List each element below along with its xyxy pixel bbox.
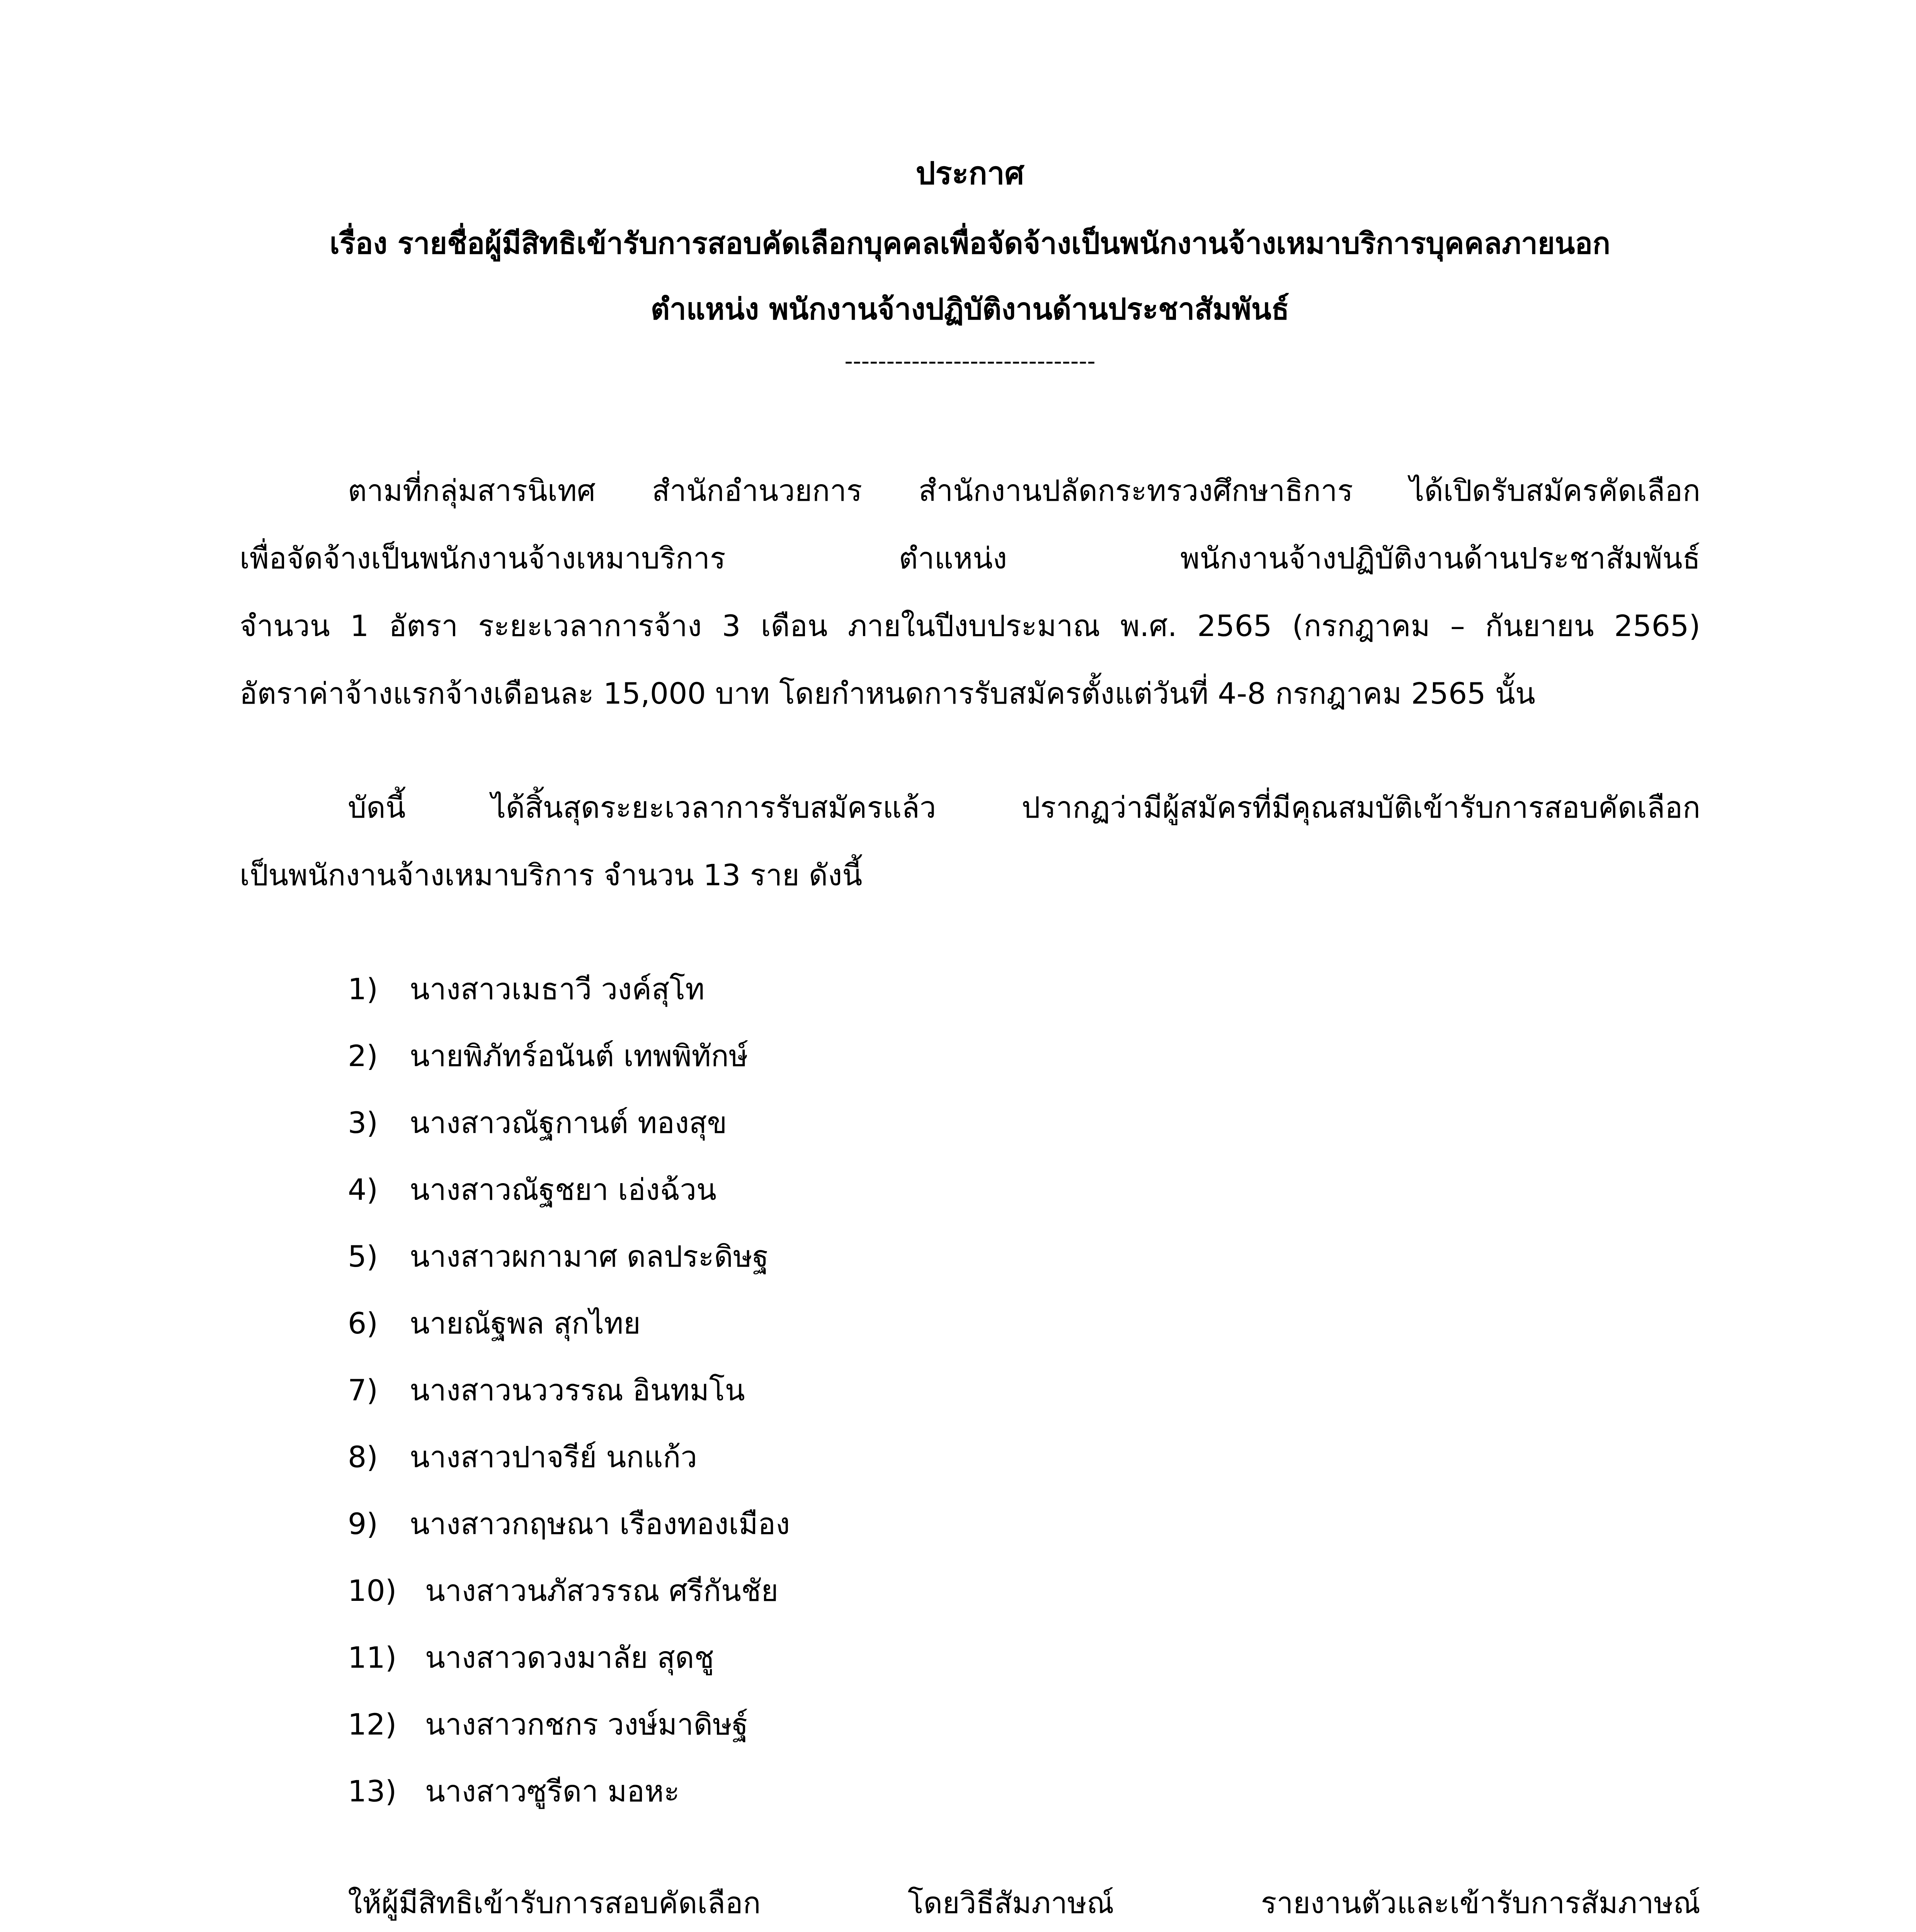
- list-item-name: นางสาวกฤษณา เรืองทองเมือง: [410, 1507, 790, 1541]
- list-item-name: นางสาวเมธาวี วงค์สุโท: [410, 972, 705, 1006]
- para2-line-1: บัดนี้ ได้สิ้นสุดระยะเวลาการรับสมัครแล้ว ปรากฏว่ามีผู้สมัครที่มีคุณสมบัติเข้ารับการสอบคัดเลือก: [348, 790, 1700, 825]
- list-item-number: 6): [348, 1306, 378, 1340]
- list-item: [348, 1634, 714, 1681]
- list-item-number: 11): [348, 1640, 397, 1675]
- list-item-number: 2): [348, 1039, 378, 1073]
- list-item-number: 7): [348, 1373, 378, 1407]
- list-item: [348, 1367, 745, 1413]
- para1-line-2: เพื่อจัดจ้างเป็นพนักงานจ้างเหมาบริการ ตำแหน่ง พนักงานจ้างปฏิบัติงานด้านประชาสัมพันธ์: [240, 541, 1700, 575]
- list-item: [348, 1100, 727, 1146]
- list-item-name: นายณัฐพล สุกไทย: [410, 1306, 641, 1340]
- list-item-name: นายพิภัทร์อนันต์ เทพพิทักษ์: [410, 1039, 748, 1073]
- list-item: [348, 1768, 680, 1815]
- para1-line-1: ตามที่กลุ่มสารนิเทศ สำนักอำนวยการ สำนักงานปลัดกระทรวงศึกษาธิการ ได้เปิดรับสมัครคัดเลือก: [348, 473, 1700, 508]
- list-item: [348, 1167, 716, 1213]
- list-item-number: 3): [348, 1105, 378, 1140]
- list-item: [348, 1300, 641, 1347]
- list-item-name: นางสาวกชกร วงษ์มาดิษฐ์: [425, 1707, 749, 1742]
- list-item-number: 4): [348, 1172, 378, 1207]
- list-item-name: นางสาวณัฐชยา เอ่งฉ้วน: [410, 1172, 716, 1207]
- announcement-title: ประกาศ: [915, 155, 1024, 191]
- list-item: [348, 1233, 769, 1280]
- list-item-name: นางสาวณัฐกานต์ ทองสุข: [410, 1105, 727, 1140]
- list-item-number: 10): [348, 1573, 397, 1608]
- list-item-name: นางสาวซูรีดา มอหะ: [425, 1774, 680, 1808]
- para3-line-1: ให้ผู้มีสิทธิเข้ารับการสอบคัดเลือก โดยวิธีสัมภาษณ์ รายงานตัวและเข้ารับการสัมภาษณ์: [348, 1886, 1700, 1920]
- list-item: [348, 1033, 748, 1079]
- para1-line-4: อัตราค่าจ้างแรกจ้างเดือนละ 15,000 บาท โดยกำหนดการรับสมัครตั้งแต่วันที่ 4-8 กรกฎาคม 2565 นั้น: [240, 676, 1535, 711]
- list-item-name: นางสาวปาจรีย์ นกแก้ว: [410, 1440, 698, 1474]
- header-divider: ------------------------------: [844, 348, 1096, 375]
- para2-line-2: เป็นพนักงานจ้างเหมาบริการ จำนวน 13 ราย ดังนี้: [240, 858, 863, 892]
- announcement-subject-line-2: ตำแหน่ง พนักงานจ้างปฏิบัติงานด้านประชาสัมพันธ์: [650, 292, 1290, 326]
- para1-line-3: จำนวน 1 อัตรา ระยะเวลาการจ้าง 3 เดือน ภายในปีงบประมาณ พ.ศ. 2565 (กรกฎาคม – กันยายน 2565): [240, 609, 1700, 643]
- list-item-number: 12): [348, 1707, 397, 1742]
- list-item: [348, 966, 704, 1012]
- list-item-name: นางสาวนววรรณ อินทมโน: [410, 1373, 745, 1407]
- list-item-name: นางสาวนภัสวรรณ ศรีกันชัย: [425, 1573, 779, 1608]
- list-item-number: 9): [348, 1507, 378, 1541]
- list-item: [348, 1701, 748, 1748]
- list-item-number: 8): [348, 1440, 378, 1474]
- list-item-name: นางสาวดวงมาลัย สุดชู: [425, 1640, 714, 1675]
- list-item-number: 5): [348, 1239, 378, 1274]
- list-item: [348, 1434, 697, 1480]
- list-item-number: 1): [348, 972, 378, 1006]
- list-item-name: นางสาวผกามาศ ดลประดิษฐ: [410, 1239, 769, 1274]
- announcement-subject-line-1: เรื่อง รายชื่อผู้มีสิทธิเข้ารับการสอบคัดเลือกบุคคลเพื่อจัดจ้างเป็นพนักงานจ้างเหมาบริการบุคคลภายนอก: [329, 226, 1611, 260]
- list-item: [348, 1501, 790, 1547]
- list-item-number: 13): [348, 1774, 397, 1808]
- list-item: [348, 1568, 778, 1614]
